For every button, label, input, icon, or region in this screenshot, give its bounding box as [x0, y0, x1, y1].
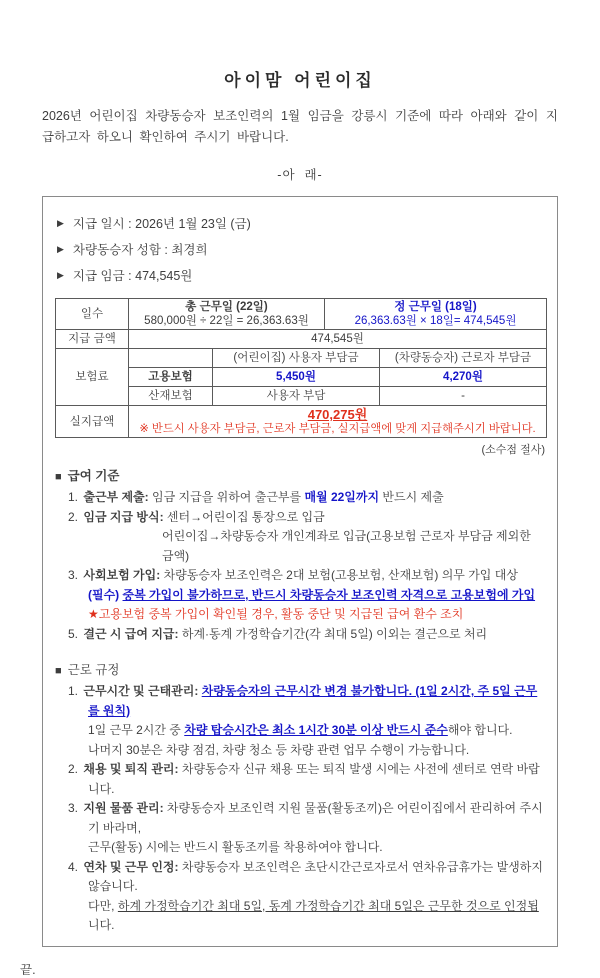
rule-label: 근무시간 및 근태관리: — [83, 684, 202, 698]
intro-paragraph: 2026년 어린이집 차량동승자 보조인력의 1월 임금을 강릉시 기준에 따라 아래와 같이 지급하고자 하오니 확인하여 주시기 바랍니다. — [42, 109, 558, 144]
actual-workdays-calc: 26,363.63원 × 18일= 474,545원 — [354, 315, 517, 327]
table-row-employment-insurance — [56, 368, 547, 387]
table-row-net-pay — [56, 406, 547, 438]
salary-rule-5 — [55, 625, 545, 645]
mandatory-prefix: (필수) — [88, 587, 123, 602]
net-pay-note: ※ 반드시 사용자 부담금, 근로자 부담금, 실지급액에 맞게 지급해주시기 바랍니다. — [139, 423, 536, 435]
work-rule-3-line2: 근무(활동) 시에는 반드시 활동조끼를 착용하여야 합니다. — [88, 840, 383, 854]
rule-text: 해야 합니다. — [447, 723, 513, 737]
work-rule-4 — [55, 858, 545, 897]
rule-highlight: 차량동승자의 근무시간 변경 불가합니다. (1일 2시간, 주 5일 근무를 원칙) — [88, 684, 538, 718]
net-pay-amount: 470,275원 — [307, 407, 368, 422]
rule-label: 출근부 제출: — [83, 490, 149, 504]
worker-share-header-cell: (차량동승자) 근로자 부담금 — [380, 349, 547, 368]
rule-text: 하계·동계 가정학습기간(각 최대 5일) 이외는 결근으로 처리 — [178, 626, 488, 641]
rule-number: 1. — [68, 684, 79, 698]
document-page — [0, 66, 600, 977]
rule-number: 2. — [68, 509, 79, 524]
summary-label: 지급 일시 — [72, 217, 125, 231]
actual-workdays-cell — [325, 299, 547, 330]
triangle-bullet-icon: ▶ — [57, 270, 64, 280]
employer-share-header-cell: (어린이집) 사용자 부담금 — [213, 349, 380, 368]
wage-table — [55, 298, 547, 438]
triangle-bullet-icon: ▶ — [57, 244, 64, 254]
net-pay-value-cell — [129, 406, 547, 438]
summary-item-pay-date — [57, 211, 545, 237]
salary-rules-title: 급여 기준 — [67, 469, 120, 483]
page-title: 아이맘 어린이집 — [224, 71, 376, 90]
rule-label: 사회보험 가입: — [83, 568, 161, 582]
rule-number: 3. — [68, 801, 79, 815]
square-bullet-icon: ■ — [55, 471, 62, 483]
mandatory-text: 중복 가입이 불가하므로, 반드시 차량동승자 보조인력 자격으로 고용보험에 가입 — [122, 587, 536, 602]
below-label: -아 래- — [277, 168, 323, 182]
total-workdays-cell — [129, 299, 325, 330]
triangle-bullet-icon: ▶ — [57, 218, 64, 228]
work-rules-title: 근로 규정 — [67, 663, 120, 677]
table-footnote: (소수점 절사) — [481, 444, 545, 456]
table-row-days — [56, 299, 547, 330]
employment-insurance-label-cell: 고용보험 — [129, 368, 213, 387]
rule-label: 결근 시 급여 지급: — [83, 626, 179, 641]
rule-text: 다만, — [88, 898, 118, 913]
summary-label: 차량동승자 성함 — [72, 243, 161, 257]
insurance-empty-cell — [129, 349, 213, 368]
work-rule-1-line3: 나머지 30분은 차량 점검, 차량 청소 등 차량 관련 업무 수행이 가능합니다. — [88, 742, 470, 757]
label-separator: : — [160, 243, 172, 257]
industrial-insurance-employer-cell: 사용자 부담 — [213, 387, 380, 406]
pay-value-cell: 474,545원 — [129, 330, 547, 349]
rule-label: 지원 물품 관리: — [83, 801, 164, 815]
rule-text: 차량동승자 신규 채용 또는 퇴직 발생 시에는 사전에 센터로 연락 바랍니다. — [88, 762, 540, 796]
summary-list — [57, 211, 545, 289]
rule-text: 니다. — [88, 918, 115, 932]
pay-label-cell: 지급 금액 — [56, 330, 129, 349]
table-row-insurance-header — [56, 349, 547, 368]
rule-highlight: 매월 22일까지 — [304, 490, 380, 504]
rule-label: 임금 지급 방식: — [83, 509, 164, 524]
salary-rules-section — [55, 466, 545, 644]
rule-label: 채용 및 퇴직 관리: — [83, 762, 179, 776]
employment-insurance-worker-cell: 4,270원 — [380, 368, 547, 387]
actual-workdays-title: 정 근무일 (18일) — [394, 301, 477, 313]
work-rule-1-line2 — [55, 721, 545, 741]
work-rules-heading — [55, 660, 545, 681]
employment-insurance-employer-cell: 5,450원 — [213, 368, 380, 387]
rule-number: 3. — [68, 568, 79, 582]
summary-value: 2026년 1월 23일 (금) — [135, 217, 251, 231]
salary-rule-3-warning: ★고용보험 중복 가입이 확인될 경우, 활동 중단 및 지급된 급여 환수 조치 — [88, 607, 464, 621]
end-label: 끝. — [20, 962, 36, 977]
table-row-industrial-insurance — [56, 387, 547, 406]
summary-value: 474,545원 — [135, 269, 193, 283]
work-rule-4-line2 — [55, 897, 545, 936]
rule-text: 1일 근무 2시간 중 — [88, 723, 185, 737]
days-label-cell: 일수 — [56, 299, 129, 330]
salary-rule-1 — [55, 488, 545, 508]
square-bullet-icon: ■ — [55, 665, 62, 677]
summary-item-wage — [57, 263, 545, 289]
rule-text: 차량동승자 보조인력 지원 물품(활동조끼)은 어린이집에서 관리하여 주시기 바라며, — [88, 801, 543, 835]
rule-label: 연차 및 근무 인정: — [83, 859, 179, 874]
work-rule-2 — [55, 760, 545, 799]
label-separator: : — [124, 269, 136, 283]
salary-rules-heading — [55, 466, 545, 487]
rule-number: 4. — [68, 859, 79, 874]
rule-text: 반드시 제출 — [379, 490, 444, 504]
rule-number: 1. — [68, 490, 79, 504]
content-box — [42, 196, 558, 947]
rule-text: 임금 지급을 위하여 출근부를 — [148, 490, 305, 504]
salary-rule-2 — [55, 508, 545, 528]
table-row-pay-amount — [56, 330, 547, 349]
work-rule-3 — [55, 799, 545, 838]
rule-underlined-text: 하계 가정학습기간 최대 5일, 동계 가정학습기간 최대 5일은 근무한 것으로 인정됩 — [117, 898, 539, 913]
rule-text: 센터→어린이집 통장으로 입금 — [163, 509, 325, 524]
total-workdays-calc: 580,000원 ÷ 22일 = 26,363.63원 — [144, 315, 309, 327]
industrial-insurance-label-cell: 산재보험 — [129, 387, 213, 406]
label-separator: : — [124, 217, 136, 231]
summary-value: 최경희 — [171, 243, 208, 257]
work-rule-1 — [55, 682, 545, 721]
salary-rule-3 — [55, 566, 545, 586]
rule-text: 차량동승자 보조인력은 초단시간근로자로서 연차유급휴가는 발생하지 않습니다. — [88, 859, 543, 893]
net-pay-label-cell: 실지급액 — [56, 406, 129, 438]
work-rules-section — [55, 660, 545, 936]
salary-rules-list — [55, 488, 545, 644]
insurance-label-cell: 보험료 — [56, 349, 129, 406]
summary-label: 지급 임금 — [72, 269, 125, 283]
rule-text: 차량동승자 보조인력은 2대 보험(고용보험, 산재보험) 의무 가입 대상 — [160, 568, 518, 582]
salary-rule-2-line2: 어린이집→차량동승자 개인계좌로 입금(고용보험 근로자 부담금 제외한 금액) — [162, 529, 531, 563]
work-rules-list — [55, 682, 545, 936]
rule-number: 5. — [68, 626, 79, 641]
rule-highlight: 차량 탑승시간은 최소 1시간 30분 이상 반드시 준수 — [184, 723, 448, 737]
industrial-insurance-worker-cell: - — [380, 387, 547, 406]
salary-rule-3-mandatory — [55, 586, 545, 606]
summary-item-attendant-name — [57, 237, 545, 263]
total-workdays-title: 총 근무일 (22일) — [185, 301, 268, 313]
rule-number: 2. — [68, 762, 79, 776]
